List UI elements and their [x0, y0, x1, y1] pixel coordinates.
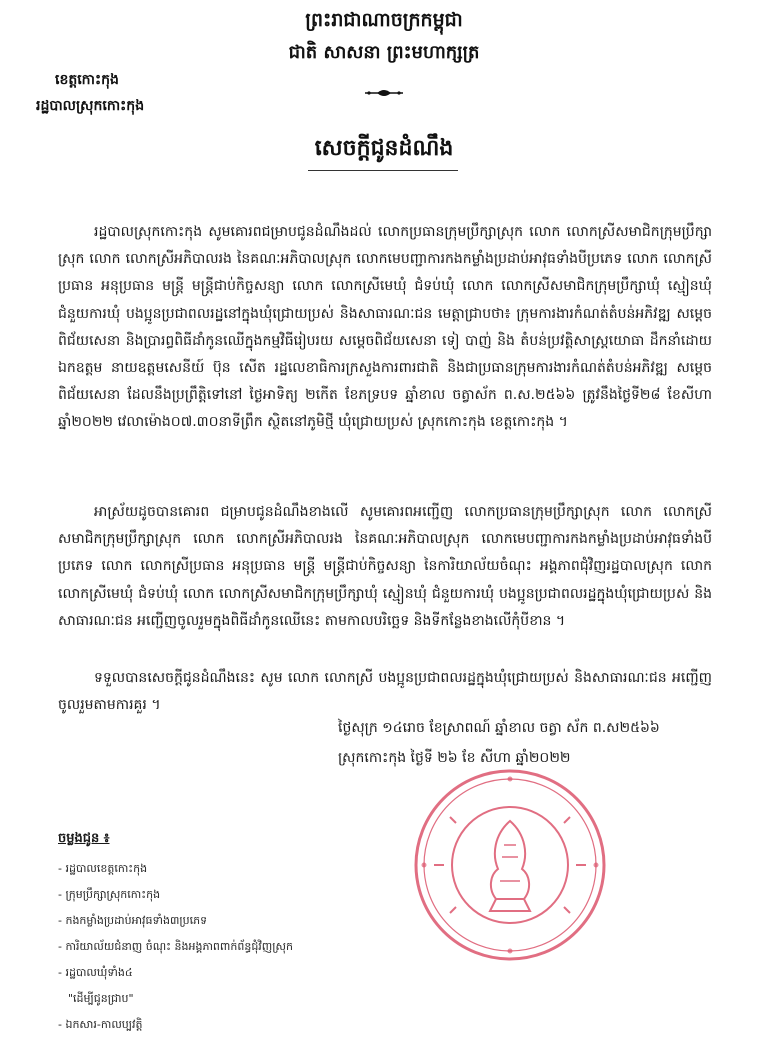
- body-paragraph-2: អាស្រ័យដូចបានគោរព ជម្រាបជូនដំណឹងខាងលើ សូមគោរពអញ្ជើញ លោកប្រធានក្រុមប្រឹក្សាស្រុក លោក លោកស្រីសមាជិកក្រុមប្រឹក្សាស្រុក លោក លោកស្រីអភិបាលរង នៃគណៈអភិបាលស្រុក លោកមេបញ្ជាការកងកម្លាំងប្រដាប់អាវុធទាំងបីប្រភេទ លោក លោកស្រីប្រធាន អនុប្រធាន មន្ត្រី មន្ត្រីជាប់កិច្ចសន្យា នៃការិយាល័យចំណុះ អង្គភាពជុំវិញរដ្ឋបាលស្រុក លោក លោកស្រីមេឃុំ ជំទប់ឃុំ លោក លោកស្រីសមាជិកក្រុមប្រឹក្សាឃុំ ស្មៀនឃុំ ជំនួយការឃុំ បងប្អូនប្រជាពលរដ្ឋក្នុងឃុំជ្រោយប្រស់ និងសាធារណៈជន អញ្ជើញចូលរួមក្នុងពិធីដាំកូនឈើនេះ តាមកាលបរិច្ឆេទ និងទីកន្លែងខាងលើកុំបីខាន ។: [58, 504, 712, 629]
- document-title: សេចក្តីជូនដំណឹង: [314, 135, 454, 161]
- national-motto: ជាតិ សាសនា ព្រះមហាក្សត្រ: [288, 42, 480, 63]
- ornament-divider: [363, 86, 405, 100]
- recipient-list: [58, 856, 478, 1038]
- lunar-date: ថ្ងៃសុក្រ ១៤រោច ខែស្រាពណ៍ ឆ្នាំខាល ចត្វា ស័ក ព.ស២៥៦៦: [338, 720, 660, 736]
- solar-date: ស្រុកកោះកុង ថ្ងៃទី ២៦ ខែ សីហា ឆ្នាំ២០២២: [338, 750, 571, 766]
- recipient-item: - រដ្ឋបាលឃុំទាំង៤: [58, 966, 133, 979]
- body-paragraph-3: ទទួលបានសេចក្តីជូនដំណឹងនេះ សូម លោក លោកស្រី បងប្អូនប្រជាពលរដ្ឋក្នុងឃុំជ្រោយប្រស់ និងសាធារណៈជន អញ្ជើញចូលរួមតាមការគួរ ។: [58, 670, 712, 714]
- title-underline: [308, 170, 458, 171]
- recipient-item: - ក្រុមប្រឹក្សាស្រុកកោះកុង: [58, 888, 161, 901]
- district-administration: រដ្ឋបាលស្រុកកោះកុង: [36, 98, 145, 114]
- recipient-item: - រដ្ឋបាលខេត្តកោះកុង: [58, 862, 148, 875]
- recipient-note: "ដើម្បីជូនជ្រាប": [68, 992, 134, 1005]
- province-name: ខេត្តកោះកុង: [55, 72, 119, 88]
- recipient-item: - ឯកសារ-កាលប្បវត្តិ: [58, 1018, 143, 1031]
- copy-to-heading: ចម្លងជូន ៖: [58, 831, 110, 846]
- recipient-item: - ការិយាល័យជំនាញ ចំណុះ និងអង្គភាពពាក់ព័ន្ធជុំវិញស្រុក: [58, 940, 293, 953]
- kingdom-heading: ព្រះរាជាណាចក្រកម្ពុជា: [305, 9, 463, 31]
- body-paragraph-1: រដ្ឋបាលស្រុកកោះកុង សូមគោរពជម្រាបជូនដំណឹងដល់ លោកប្រធានក្រុមប្រឹក្សាស្រុក លោក លោកស្រីសមាជិកក្រុមប្រឹក្សាស្រុក លោក លោកស្រីអភិបាលរង នៃគណៈអភិបាលស្រុក លោកមេបញ្ជាការកងកម្លាំងប្រដាប់អាវុធទាំងបីប្រភេទ លោក លោកស្រីប្រធាន អនុប្រធាន មន្ត្រី មន្ត្រីជាប់កិច្ចសន្យា លោក លោកស្រីមេឃុំ ជំទប់ឃុំ លោក លោកស្រីសមាជិកក្រុមប្រឹក្សាឃុំ ស្មៀនឃុំ ជំនួយការឃុំ បងប្អូនប្រជាពលរដ្ឋនៅក្នុងឃុំជ្រោយប្រស់ និងសាធារណៈជន មេត្តាជ្រាបថា៖ ក្រុមការងារកំណត់តំបន់អភិវឌ្ឍ សម្តេចពិជ័យសេនា និងប្រារព្ធពិធីដាំកូនឈើក្នុងកម្មវិធីរៀបរយ សម្តេចពិជ័យសេនា ទៀ បាញ់ និង តំបន់ប្រវត្តិសាស្ត្រយោធា ដឹកនាំដោយ ឯកឧត្តម នាយឧត្តមសេនីយ៍ ប៊ុន សើត រដ្ឋលេខាធិការក្រសួងការពារជាតិ និងជាប្រធានក្រុមការងារកំណត់តំបន់អភិវឌ្ឍ សម្តេចពិជ័យសេនា ដែលនឹងប្រព្រឹត្តិទៅនៅ ថ្ងៃអាទិត្យ ២កើត ខែភទ្របទ ឆ្នាំខាល ចត្វាស័ក ព.ស.២៥៦៦ ត្រូវនឹងថ្ងៃទី២៨ ខែសីហា ឆ្នាំ២០២២ វេលាម៉ោង០៧.៣០នាទីព្រឹក ស្ថិតនៅភូមិថ្មី ឃុំជ្រោយប្រស់ ស្រុកកោះកុង ខេត្តកោះកុង ។: [58, 224, 712, 431]
- recipient-item: - កងកម្លាំងប្រដាប់អាវុធទាំង៣ប្រភេទ: [58, 914, 208, 927]
